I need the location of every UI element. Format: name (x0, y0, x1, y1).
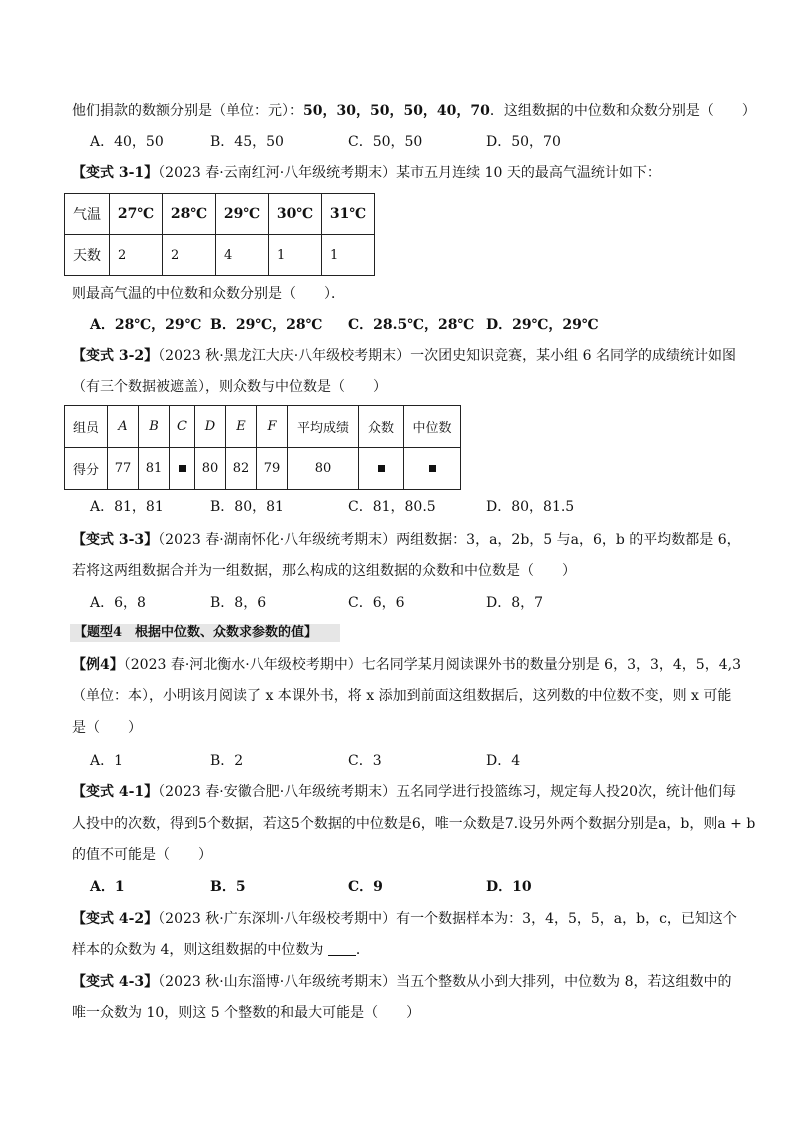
option-c[interactable]: C．81，80.5 (348, 499, 436, 515)
option-d[interactable]: D．50，70 (486, 134, 561, 150)
variant-tag: 【变式 3-3】 (72, 532, 159, 548)
option-b[interactable]: B．5 (210, 879, 246, 895)
score-cell: 80 (195, 448, 226, 490)
header-cell: B (139, 406, 170, 448)
median-cell-covered (404, 448, 461, 490)
option-c[interactable]: C．28.5℃，28℃ (348, 317, 475, 333)
option-b[interactable]: B．2 (210, 753, 244, 769)
mode-cell-covered (359, 448, 404, 490)
covered-square-icon (378, 465, 385, 472)
variant-3-3-options (90, 593, 750, 613)
covered-square-icon (429, 465, 436, 472)
temp-cell: 27℃ (110, 194, 163, 235)
header-cell: C (170, 406, 195, 448)
option-d[interactable]: D．29℃，29℃ (486, 317, 599, 333)
variant-4-3-stem-line1: 【变式 4-3】（2023 秋·山东淄博·八年级统考期末）当五个整数从小到大排列，中位数为 8，若这组数中的 (72, 974, 732, 990)
header-cell: E (226, 406, 257, 448)
variant-4-2-stem-line1: 【变式 4-2】（2023 秋·广东深圳·八年级校考期中）有一个数据样本为：3，4，5，5，a，b，c，已知这个 (72, 911, 737, 927)
header-cell: 平均成绩 (288, 406, 359, 448)
source-note: （2023 春·云南红河·八年级统考期末） (158, 165, 397, 181)
score-cell: 79 (257, 448, 288, 490)
temperature-table (64, 193, 375, 276)
variant-tag: 【变式 4-2】 (72, 911, 159, 927)
header-cell: D (195, 406, 226, 448)
variant-4-1-stem-line2: 人投中的次数，得到5个数据，若这5个数据的中位数是6，唯一众数是7.设另外两个数据分别是a，b，则a + b (72, 816, 756, 832)
option-a[interactable]: A．81，81 (90, 499, 164, 515)
option-d[interactable]: D．10 (486, 879, 532, 895)
variant-tag: 【变式 4-1】 (72, 784, 159, 800)
temp-cell: 30℃ (269, 194, 322, 235)
temp-cell: 28℃ (163, 194, 216, 235)
donation-data: 50，30，50，50，40，70 (303, 103, 490, 119)
question-prev-stem: 他们捐款的数额分别是（单位：元）：50，30，50，50，40，70．这组数据的中位数和众数分别是（ ） (72, 103, 756, 119)
option-b[interactable]: B．80，81 (210, 499, 284, 515)
option-a[interactable]: A．6，8 (90, 595, 146, 611)
option-a[interactable]: A．40，50 (90, 134, 164, 150)
source-note: （2023 秋·黑龙江大庆·八年级校考期末） (158, 348, 411, 364)
row-label-score: 得分 (65, 448, 108, 490)
days-cell: 1 (269, 235, 322, 276)
header-cell: 组员 (65, 406, 108, 448)
option-c[interactable]: C．6，6 (348, 595, 405, 611)
variant-4-3-stem-line2: 唯一众数为 10，则这 5 个整数的和最大可能是（ ） (72, 1005, 421, 1021)
days-cell: 1 (322, 235, 375, 276)
section-4-title: 【题型4 根据中位数、众数求参数的值】 (74, 625, 318, 640)
header-cell: A (108, 406, 139, 448)
source-note: （2023 秋·广东深圳·八年级校考期中） (158, 911, 397, 927)
option-c[interactable]: C．50，50 (348, 134, 423, 150)
covered-square-icon (179, 465, 186, 472)
score-cell: 82 (226, 448, 257, 490)
header-cell: 中位数 (404, 406, 461, 448)
example-4-stem-line2: （单位：本），小明该月阅读了 x 本课外书，将 x 添加到前面这组数据后，这列数的中位数不变，则 x 可能 (72, 688, 732, 704)
option-a[interactable]: A．1 (90, 879, 125, 895)
source-note: （2023 春·河北衡水·八年级校考期中） (123, 657, 362, 673)
option-c[interactable]: C．3 (348, 753, 382, 769)
score-cell: 80 (288, 448, 359, 490)
variant-tag: 【变式 4-3】 (72, 974, 159, 990)
score-cell-covered (170, 448, 195, 490)
option-b[interactable]: B．29℃，28℃ (210, 317, 323, 333)
example-tag: 【例4】 (72, 657, 124, 673)
source-note: （2023 春·湖南怀化·八年级统考期末） (158, 532, 397, 548)
option-b[interactable]: B．8，6 (210, 595, 267, 611)
row-label-days: 天数 (65, 235, 110, 276)
variant-3-2-stem-line2: （有三个数据被遮盖），则众数与中位数是（ ） (72, 379, 387, 395)
variant-4-1-stem-line3: 的值不可能是（ ） (72, 847, 212, 863)
example-4-stem-line1: 【例4】（2023 春·河北衡水·八年级校考期中）七名同学某月阅读课外书的数量分别是 6，3，3，4，5，4,3 (72, 657, 741, 673)
example-4-options (90, 751, 750, 771)
section-4-heading-band (0, 624, 794, 642)
days-cell: 2 (110, 235, 163, 276)
answer-blank[interactable] (328, 941, 356, 956)
variant-tag: 【变式 3-2】 (72, 348, 159, 364)
question-prev-options (90, 132, 750, 152)
days-cell: 4 (216, 235, 269, 276)
variant-3-3-stem-line2: 若将这两组数据合并为一组数据，那么构成的这组数据的众数和中位数是（ ） (72, 563, 576, 579)
row-label-temp: 气温 (65, 194, 110, 235)
score-cell: 81 (139, 448, 170, 490)
header-cell: 众数 (359, 406, 404, 448)
option-d[interactable]: D．80，81.5 (486, 499, 575, 515)
variant-tag: 【变式 3-1】 (72, 165, 159, 181)
option-a[interactable]: A．28℃，29℃ (90, 317, 202, 333)
option-a[interactable]: A．1 (90, 753, 124, 769)
variant-3-2-options (90, 497, 750, 517)
score-cell: 77 (108, 448, 139, 490)
temp-cell: 31℃ (322, 194, 375, 235)
header-cell: F (257, 406, 288, 448)
variant-3-1-stem: 【变式 3-1】（2023 春·云南红河·八年级统考期末）某市五月连续 10 天的最高气温统计如下： (72, 165, 661, 181)
temp-cell: 29℃ (216, 194, 269, 235)
option-d[interactable]: D．4 (486, 753, 521, 769)
variant-3-1-options (90, 315, 750, 335)
variant-3-1-question: 则最高气温的中位数和众数分别是（ ）． (72, 286, 345, 302)
example-4-stem-line3: 是（ ） (72, 720, 142, 736)
option-b[interactable]: B．45，50 (210, 134, 284, 150)
source-note: （2023 秋·山东淄博·八年级统考期末） (158, 974, 397, 990)
variant-3-3-stem-line1: 【变式 3-3】（2023 春·湖南怀化·八年级统考期末）两组数据：3，a，2b，5 与a，6，b 的平均数都是 6， (72, 532, 741, 548)
variant-4-2-stem-line2: 样本的众数为 4，则这组数据的中位数为 ． (72, 942, 370, 958)
source-note: （2023 春·安徽合肥·八年级统考期末） (158, 784, 397, 800)
variant-4-1-options (90, 877, 750, 897)
option-d[interactable]: D．8，7 (486, 595, 544, 611)
days-cell: 2 (163, 235, 216, 276)
variant-3-2-stem-line1: 【变式 3-2】（2023 秋·黑龙江大庆·八年级校考期末）一次团史知识竞赛，某小组 6 名同学的成绩统计如图 (72, 348, 736, 364)
variant-4-1-stem-line1: 【变式 4-1】（2023 春·安徽合肥·八年级统考期末）五名同学进行投篮练习，规定每人投20次，统计他们每 (72, 784, 736, 800)
score-table (64, 405, 461, 490)
option-c[interactable]: C．9 (348, 879, 383, 895)
